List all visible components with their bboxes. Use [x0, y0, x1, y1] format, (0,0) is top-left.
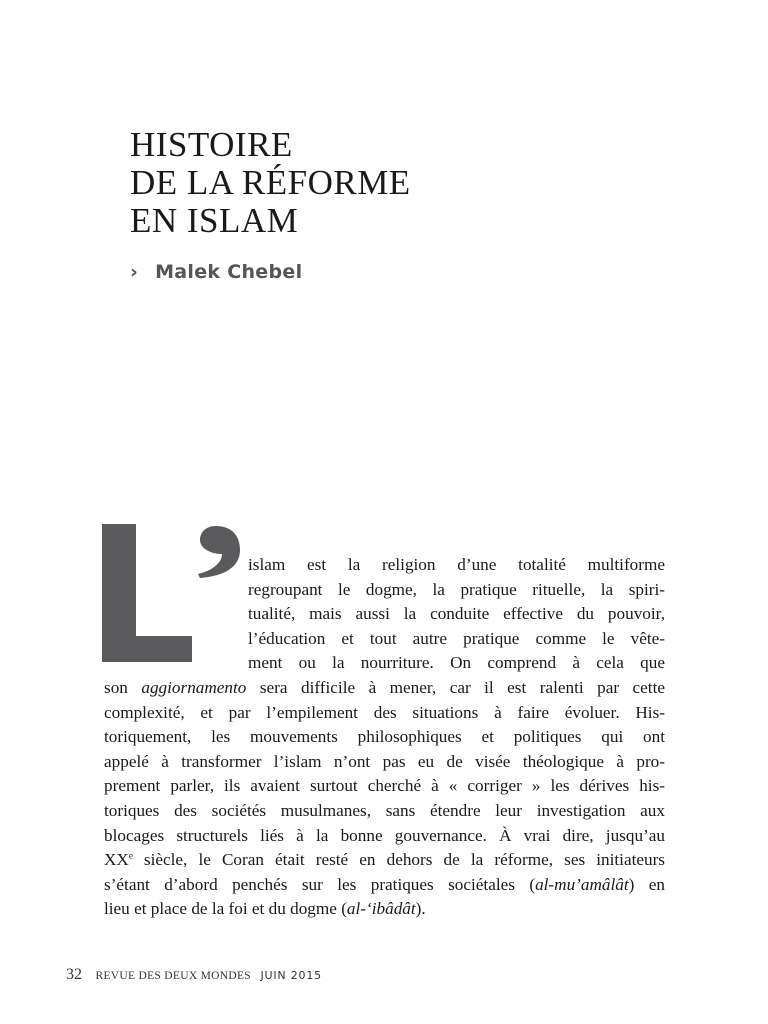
body-line: s’étant d’abord penchés sur les pratiques sociétales (al-mu’amâlât) en: [104, 874, 665, 894]
body-line: son aggiornamento sera difficile à mener, car il est ralenti par cette: [104, 677, 665, 697]
body-line: prement parler, ils avaient surtout cherché à « corriger » les dérives his-: [104, 776, 665, 796]
chevron-right-icon: ›: [130, 261, 139, 283]
article-title: [130, 126, 411, 240]
italic-term: al-mu’amâlât: [535, 874, 629, 894]
body-line: toriques des sociétés musulmanes, sans étendre leur investigation aux: [104, 800, 665, 820]
title-line-3: EN ISLAM: [130, 201, 299, 240]
body-line: XXe siècle, le Coran était resté en dehors de la réforme, ses initiateurs: [104, 850, 665, 870]
author-name: Malek Chebel: [155, 261, 303, 283]
superscript: e: [128, 850, 133, 861]
body-line: lieu et place de la foi et du dogme (al-‘ibâdât).: [104, 899, 426, 919]
article-body: [104, 553, 665, 922]
body-line: ment ou la nourriture. On comprend à cela que: [248, 653, 665, 673]
body-line: toriquement, les mouvements philosophiques et politiques qui ont: [104, 727, 665, 747]
body-line: tualité, mais aussi la conduite effective du pouvoir,: [248, 604, 665, 624]
author-byline: [130, 261, 302, 283]
body-line: blocages structurels liés à la bonne gouvernance. À vrai dire, jusqu’au: [104, 825, 665, 845]
body-line: regroupant le dogme, la pratique rituelle, la spiri-: [248, 579, 665, 599]
title-line-2: DE LA RÉFORME: [130, 163, 411, 202]
body-line: l’éducation et tout autre pratique comme le vête-: [248, 628, 665, 648]
body-line: complexité, et par l’empilement des situations à faire évoluer. His-: [104, 702, 665, 722]
italic-term: al-‘ibâdât: [346, 899, 416, 919]
page-number: 32: [66, 966, 82, 983]
body-line: islam est la religion d’une totalité multiforme: [248, 555, 665, 574]
issue-date: JUIN 2015: [260, 969, 322, 982]
body-line: appelé à transformer l’islam n’ont pas eu de visée théologique à pro-: [104, 751, 665, 771]
journal-name: REVUE DES DEUX MONDES: [95, 970, 251, 982]
title-line-1: HISTOIRE: [130, 125, 293, 164]
page-footer: [66, 966, 322, 984]
italic-term: aggiornamento: [141, 677, 247, 697]
